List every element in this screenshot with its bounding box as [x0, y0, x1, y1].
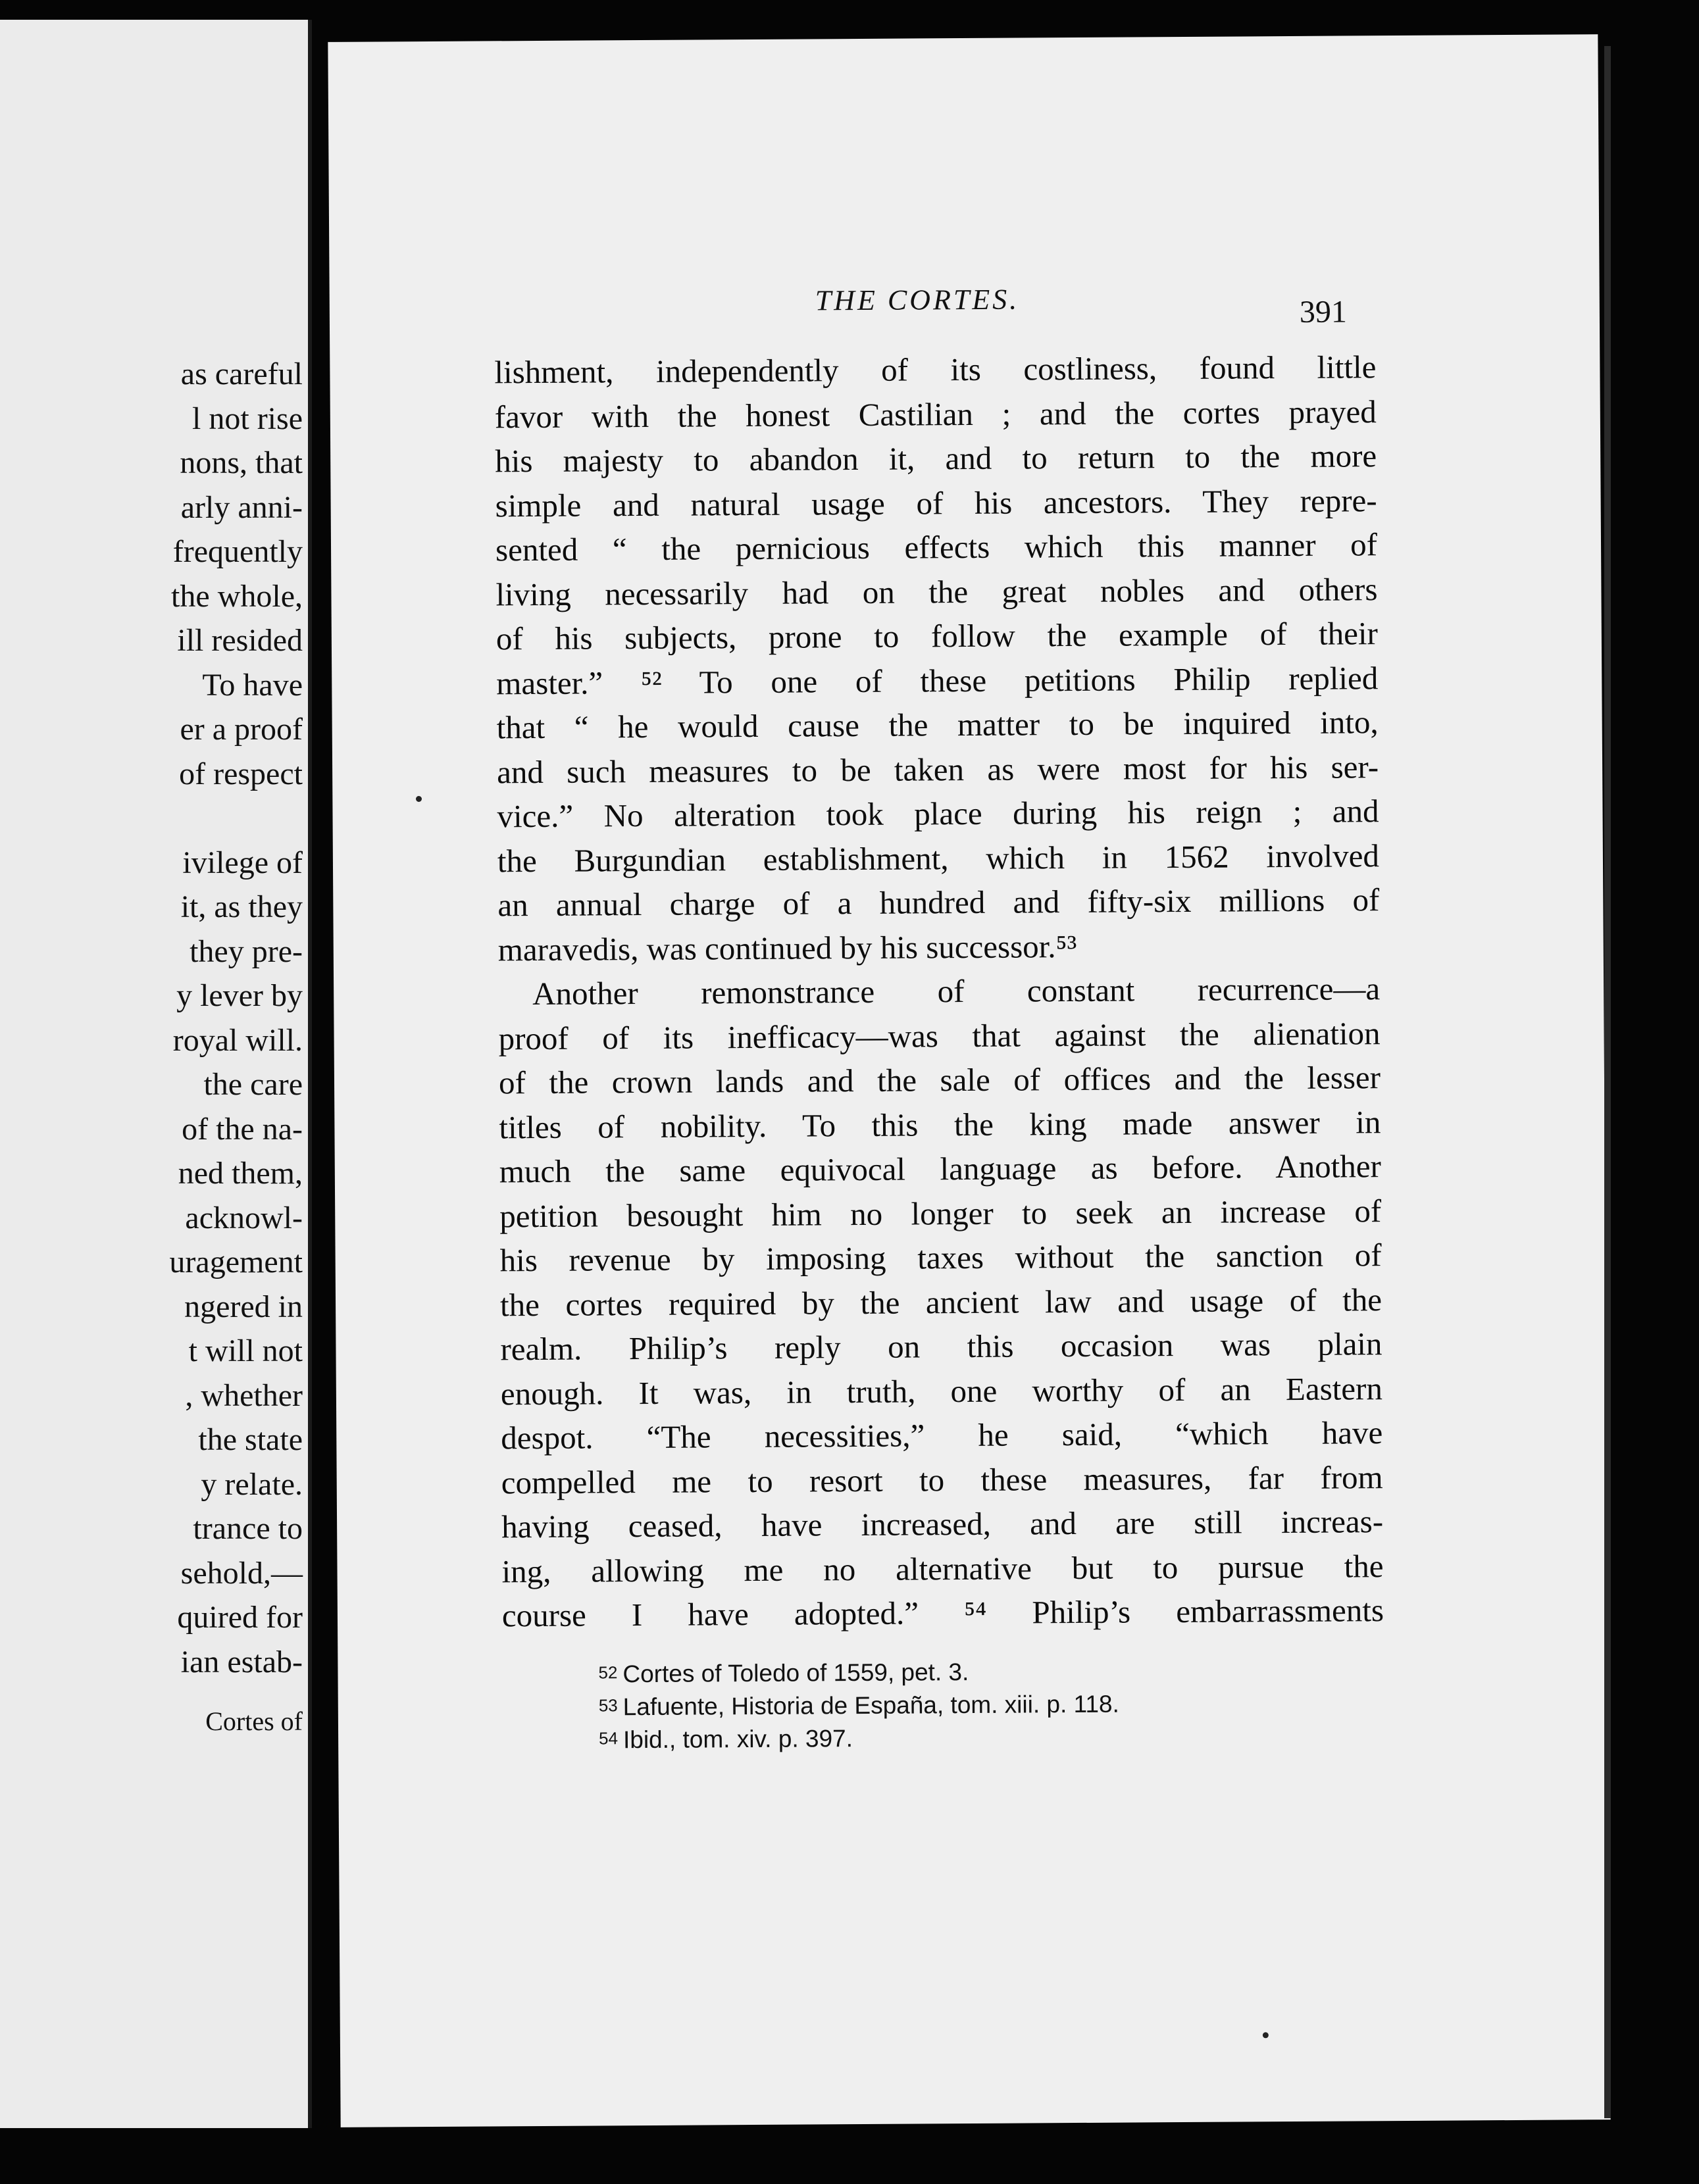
previous-page-line: l not rise: [192, 401, 303, 436]
previous-page-line: t will not: [188, 1333, 303, 1368]
previous-page-line: royal will.: [172, 1022, 303, 1058]
footnote: [599, 1686, 1119, 1722]
previous-page-line: y lever by: [176, 978, 303, 1013]
text-line: much the same equivocal language as before. Another: [499, 1148, 1381, 1190]
text-line: despot. “The necessities,” he said, “which have: [501, 1414, 1383, 1456]
previous-page-line: ngered in: [184, 1289, 303, 1324]
text-line: vice.” No alteration took place during his reign ; and: [497, 793, 1379, 835]
previous-page-line: quired for: [177, 1600, 303, 1635]
previous-page-line: the care: [203, 1067, 303, 1102]
text-line: compelled me to resort to these measures, far from: [501, 1458, 1383, 1501]
previous-page-line: , whether: [185, 1377, 303, 1413]
text-line: the cortes required by the ancient law and usage of the: [499, 1281, 1382, 1323]
text-line: course I have adopted.” ⁵⁴ Philip’s embarrassments: [501, 1592, 1384, 1634]
previous-page-line: arly anni-: [180, 489, 303, 525]
running-head: THE CORTES.: [815, 283, 1020, 317]
previous-page-line: of the na-: [182, 1111, 303, 1147]
text-line: lishment, independently of its costliness, found little: [494, 349, 1377, 391]
text-line: of his subjects, prone to follow the example of their: [495, 615, 1379, 657]
previous-page-line: [0, 796, 303, 841]
previous-page-line: y relate.: [201, 1466, 303, 1502]
footnote-number: 52: [598, 1662, 618, 1683]
previous-page-line: acknowl-: [185, 1200, 303, 1235]
previous-page-line: the whole,: [171, 578, 303, 614]
text-line: and such measures to be taken as were most for his ser-: [496, 748, 1379, 790]
previous-page-text: [0, 352, 303, 1684]
text-line: maravedis, was continued by his successor.⁵³: [497, 928, 1077, 968]
page-edge: [1604, 46, 1611, 2118]
previous-page-line: the state: [198, 1422, 303, 1457]
previous-page-footnote-fragment: Cortes of: [205, 1706, 303, 1736]
text-line: petition besought him no longer to seek an increase of: [499, 1192, 1382, 1234]
text-line: the Burgundian establishment, which in 1562 involved: [497, 837, 1380, 879]
text-line: favor with the honest Castilian ; and the cortes prayed: [494, 393, 1377, 435]
previous-page-line: To have: [202, 667, 303, 703]
text-line: living necessarily had on the great nobles and others: [495, 570, 1378, 612]
text-line: proof of its inefficacy—was that against the alienation: [498, 1014, 1381, 1056]
previous-page-line: ivilege of: [182, 845, 303, 880]
body-text: [494, 345, 1384, 1638]
footnote: [599, 1719, 1119, 1755]
previous-page-line: as careful: [180, 357, 303, 391]
text-line: simple and natural usage of his ancestors. They repre-: [495, 482, 1377, 524]
previous-page-line: trance to: [193, 1511, 303, 1546]
footnote-number: 54: [599, 1728, 619, 1749]
previous-page-line: er a proof: [180, 712, 303, 747]
footnote: [598, 1653, 1119, 1689]
text-line: titles of nobility. To this the king made answer in: [499, 1103, 1381, 1145]
text-line: that “ he would cause the matter to be inquired into,: [496, 704, 1379, 746]
ink-speck: [416, 796, 422, 802]
footnote-text: Lafuente, Historia de España, tom. xiii. p. 118.: [622, 1690, 1119, 1721]
footnote-text: Ibid., tom. xiv. p. 397.: [622, 1725, 853, 1754]
text-line: realm. Philip’s reply on this occasion was plain: [500, 1326, 1382, 1368]
previous-page-fragment: [0, 20, 312, 2128]
footnote-text: Cortes of Toledo of 1559, pet. 3.: [622, 1658, 969, 1688]
previous-page-line: ian estab-: [180, 1644, 303, 1679]
text-line: his majesty to abandon it, and to return to the more: [495, 437, 1377, 480]
previous-page-line: nons, that: [180, 445, 303, 480]
footnote-number: 53: [598, 1695, 618, 1716]
text-line: Another remonstrance of constant recurrence—a: [532, 970, 1381, 1012]
footnotes: [598, 1653, 1119, 1755]
text-line: an annual charge of a hundred and fifty-six millions of: [497, 881, 1380, 924]
page-number: 391: [1299, 294, 1348, 330]
text-line: sented “ the pernicious effects which this manner of: [495, 526, 1378, 568]
text-line: ing, allowing me no alternative but to pursue the: [501, 1547, 1384, 1589]
text-line: having ceased, have increased, and are still increas-: [501, 1503, 1384, 1545]
previous-page-line: uragement: [169, 1245, 303, 1279]
previous-page-line: sehold,—: [180, 1555, 303, 1591]
previous-page-line: they pre-: [190, 933, 303, 969]
ink-speck: [1263, 2032, 1269, 2038]
text-line: master.” ⁵² To one of these petitions Philip replied: [496, 659, 1379, 701]
previous-page-line: frequently: [172, 534, 303, 569]
text-line: of the crown lands and the sale of offices and the lesser: [498, 1059, 1381, 1101]
previous-page-line: it, as they: [180, 889, 303, 924]
page: [328, 34, 1610, 2127]
previous-page-line: ill resided: [177, 623, 303, 658]
text-line: his revenue by imposing taxes without the sanction of: [499, 1237, 1382, 1279]
text-line: enough. It was, in truth, one worthy of an Eastern: [500, 1370, 1383, 1412]
previous-page-line: ned them,: [178, 1156, 303, 1191]
previous-page-line: of respect: [179, 756, 303, 791]
